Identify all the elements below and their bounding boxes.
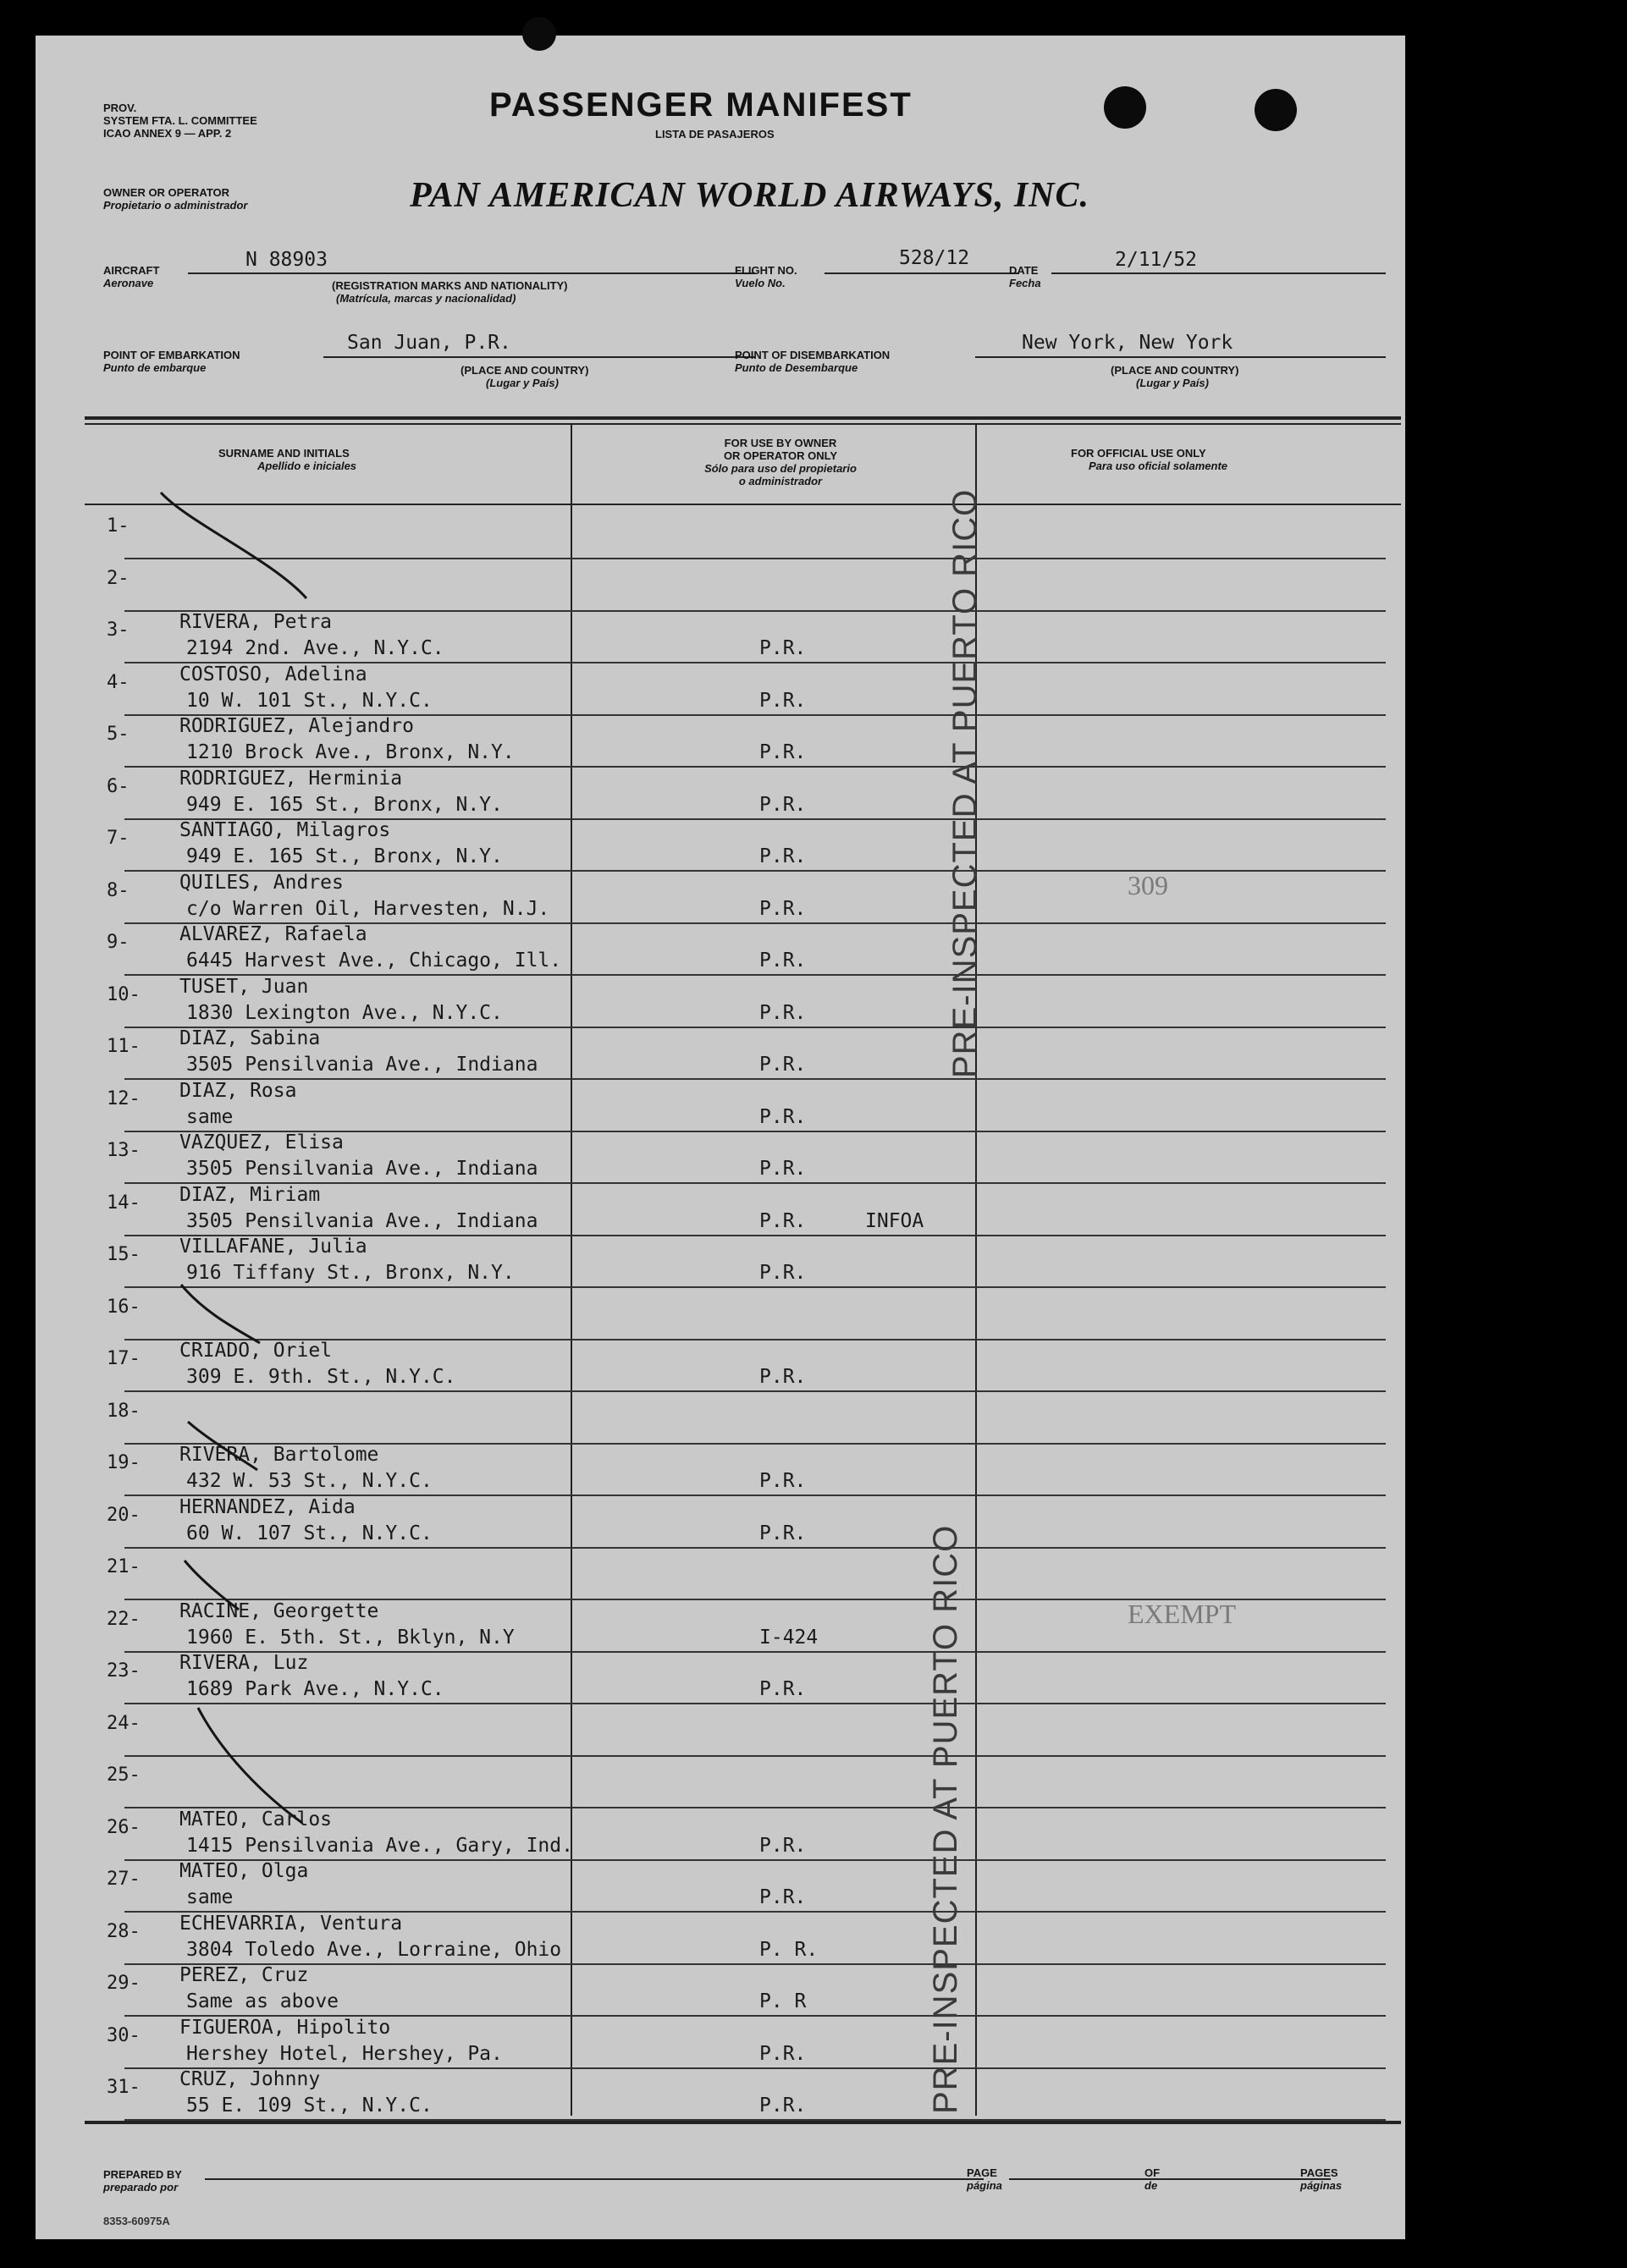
strike-row-21 <box>185 1561 239 1610</box>
passenger-address: 6445 Harvest Ave., Chicago, Ill. <box>186 950 562 972</box>
owner-use-code: P.R. <box>759 1522 807 1544</box>
passenger-address: same <box>186 1105 234 1128</box>
passenger-address: c/o Warren Oil, Harvesten, N.J. <box>186 897 550 920</box>
approval-line-3: ICAO ANNEX 9 — APP. 2 <box>103 127 232 140</box>
passenger-address: 3505 Pensilvania Ave., Indiana <box>186 1158 538 1180</box>
passenger-name: CRIADO, Oriel <box>179 1340 333 1362</box>
form-title: PASSENGER MANIFEST <box>489 86 913 124</box>
row-number: 19- <box>107 1452 141 1473</box>
passenger-name: ALVAREZ, Rafaela <box>179 923 367 945</box>
row-number: 2- <box>107 567 130 589</box>
owner-use-code: P. R. <box>759 1938 819 1961</box>
date-label-es: Fecha <box>1009 277 1041 289</box>
passenger-name: DIAZ, Sabina <box>179 1027 321 1049</box>
form-subtitle: LISTA DE PASAJEROS <box>655 128 775 140</box>
owner-use-code: P.R. <box>759 897 807 920</box>
passenger-name: RIVERA, Luz <box>179 1652 309 1674</box>
row-number: 3- <box>107 619 130 641</box>
row-number: 5- <box>107 724 130 745</box>
owner-use-code: P.R. <box>759 793 807 816</box>
owner-use-code: P.R. <box>759 1158 807 1180</box>
col-owner-line-1: FOR USE BY OWNER <box>724 437 837 449</box>
form-number: 8353-60975A <box>103 2215 170 2227</box>
embark-label-es: Punto de embarque <box>103 361 207 374</box>
prepared-by-label-es: preparado por <box>103 2181 179 2194</box>
flight-label-es: Vuelo No. <box>735 277 786 289</box>
passenger-address: 1210 Brock Ave., Bronx, N.Y. <box>186 741 515 763</box>
row-number: 15- <box>107 1244 141 1265</box>
row-number: 14- <box>107 1192 141 1214</box>
passenger-address: same <box>186 1886 234 1908</box>
passenger-address: 1689 Park Ave., N.Y.C. <box>186 1678 444 1700</box>
strike-rows-24-25 <box>198 1708 302 1823</box>
passenger-name: VAZQUEZ, Elisa <box>179 1131 344 1153</box>
row-number: 24- <box>107 1712 141 1734</box>
aircraft-hint-es: (Matrícula, marcas y nacionalidad) <box>336 292 516 305</box>
row-number: 20- <box>107 1504 141 1526</box>
disembark-label-es: Punto de Desembarque <box>735 361 858 374</box>
prepared-by-rule <box>205 2178 984 2180</box>
pre-inspected-stamp-2: PRE-INSPECTED AT PUERTO RICO <box>927 1524 964 2114</box>
embark-value: San Juan, P.R. <box>347 332 511 354</box>
row-number: 31- <box>107 2077 141 2098</box>
passenger-name: MATEO, Carlos <box>179 1808 333 1830</box>
owner-use-code: P.R. <box>759 1886 807 1908</box>
owner-use-code: P.R. <box>759 1262 807 1284</box>
flight-label: FLIGHT NO. <box>735 264 797 277</box>
embark-hint-es: (Lugar y País) <box>486 377 559 389</box>
disembark-value: New York, New York <box>1022 332 1233 354</box>
row-number: 30- <box>107 2024 141 2046</box>
row-number: 26- <box>107 1816 141 1838</box>
row-number: 17- <box>107 1348 141 1369</box>
passenger-address: 1830 Lexington Ave., N.Y.C. <box>186 1001 503 1024</box>
owner-use-code: P.R. <box>759 741 807 763</box>
passenger-name: MATEO, Olga <box>179 1860 309 1882</box>
disembark-hint-es: (Lugar y País) <box>1136 377 1209 389</box>
owner-use-code: P.R. <box>759 845 807 867</box>
row-number: 6- <box>107 775 130 797</box>
passenger-address: 949 E. 165 St., Bronx, N.Y. <box>186 793 503 816</box>
owner-use-code: P.R. <box>759 1105 807 1128</box>
passenger-address: 10 W. 101 St., N.Y.C. <box>186 689 433 712</box>
row-number: 28- <box>107 1920 141 1942</box>
passenger-address: 949 E. 165 St., Bronx, N.Y. <box>186 845 503 867</box>
row-number: 21- <box>107 1556 141 1577</box>
passenger-name: RIVERA, Petra <box>179 611 333 633</box>
passenger-name: RIVERA, Bartolome <box>179 1444 379 1466</box>
owner-use-code: P.R. <box>759 637 807 659</box>
disembark-label: POINT OF DISEMBARKATION <box>735 349 891 361</box>
passenger-name: RODRIGUEZ, Alejandro <box>179 715 414 737</box>
passenger-name: VILLAFANE, Julia <box>179 1236 367 1258</box>
owner-use-note: INFOA <box>865 1209 924 1232</box>
owner-use-code: P.R. <box>759 1834 807 1857</box>
passenger-address: Same as above <box>186 1990 339 2012</box>
passenger-name: COSTOSO, Adelina <box>179 663 367 685</box>
passenger-name: ECHEVARRIA, Ventura <box>179 1912 403 1935</box>
page-label: PAGE <box>967 2166 997 2179</box>
row-number: 1- <box>107 515 130 537</box>
passenger-address: 1415 Pensilvania Ave., Gary, Ind. <box>186 1834 573 1857</box>
col-official-header-es: Para uso oficial solamente <box>1089 460 1228 472</box>
col-official-header: FOR OFFICIAL USE ONLY <box>1071 447 1206 460</box>
passenger-name: SANTIAGO, Milagros <box>179 819 391 841</box>
row-number: 4- <box>107 671 130 693</box>
passenger-address: 55 E. 109 St., N.Y.C. <box>186 2095 433 2117</box>
passenger-name: RODRIGUEZ, Herminia <box>179 767 403 790</box>
aircraft-label-es: Aeronave <box>103 277 154 289</box>
row-number: 13- <box>107 1140 141 1161</box>
passenger-address: 3505 Pensilvania Ave., Indiana <box>186 1054 538 1076</box>
row-number: 16- <box>107 1296 141 1318</box>
pages-label-es: páginas <box>1300 2179 1343 2192</box>
embark-label: POINT OF EMBARKATION <box>103 349 240 361</box>
passenger-name: TUSET, Juan <box>179 975 309 998</box>
passenger-name: DIAZ, Rosa <box>179 1079 297 1102</box>
row-number: 25- <box>107 1764 141 1786</box>
col-surname-header: SURNAME AND INITIALS <box>218 447 350 460</box>
owner-use-code: P.R. <box>759 1366 807 1388</box>
disembark-hint: (PLACE AND COUNTRY) <box>1111 364 1239 377</box>
col-owner-line-2: OR OPERATOR ONLY <box>723 449 838 462</box>
passenger-name: QUILES, Andres <box>179 871 344 894</box>
owner-use-code: P.R. <box>759 2095 807 2117</box>
aircraft-label: AIRCRAFT <box>103 264 160 277</box>
passenger-name: HERNANDEZ, Aida <box>179 1495 356 1518</box>
row-number: 27- <box>107 1869 141 1890</box>
col-surname-header-es: Apellido e iniciales <box>257 460 357 472</box>
aircraft-value: N 88903 <box>245 249 328 271</box>
pages-label: PAGES <box>1300 2166 1338 2179</box>
passenger-address: 1960 E. 5th. St., Bklyn, N.Y <box>186 1626 515 1649</box>
strike-row-16 <box>181 1285 260 1343</box>
owner-use-code: P.R. <box>759 1054 807 1076</box>
page-label-es: página <box>967 2179 1002 2192</box>
official-use-note: EXEMPT <box>1128 1598 1236 1629</box>
row-number: 29- <box>107 1973 141 1994</box>
passenger-name: RACINE, Georgette <box>179 1599 379 1622</box>
of-label-es: de <box>1144 2179 1158 2192</box>
owner-use-code: P.R. <box>759 1001 807 1024</box>
row-number: 8- <box>107 879 130 901</box>
owner-label-es: Propietario o administrador <box>103 199 248 212</box>
date-label: DATE <box>1009 264 1039 277</box>
passenger-name: DIAZ, Miriam <box>179 1183 321 1206</box>
owner-use-code: I-424 <box>759 1626 819 1649</box>
owner-label: OWNER OR OPERATOR <box>103 186 230 199</box>
passenger-address: 60 W. 107 St., N.Y.C. <box>186 1522 433 1544</box>
passenger-address: 2194 2nd. Ave., N.Y.C. <box>186 637 444 659</box>
strike-row-18 <box>188 1422 257 1470</box>
prepared-by-label: PREPARED BY <box>103 2168 182 2181</box>
owner-value: PAN AMERICAN WORLD AIRWAYS, INC. <box>410 176 1090 215</box>
pre-inspected-stamp-1: PRE-INSPECTED AT PUERTO RICO <box>946 488 984 1078</box>
owner-use-code: P.R. <box>759 1470 807 1492</box>
passenger-name: CRUZ, Johnny <box>179 2068 321 2090</box>
owner-use-code: P.R. <box>759 2042 807 2065</box>
handwritten-strike-marks <box>36 36 1405 2239</box>
row-number: 7- <box>107 828 130 849</box>
owner-use-code: P.R. <box>759 1678 807 1700</box>
owner-use-code: P.R. <box>759 950 807 972</box>
aircraft-hint: (REGISTRATION MARKS AND NATIONALITY) <box>332 279 568 292</box>
passenger-address: 3804 Toledo Ave., Lorraine, Ohio <box>186 1938 562 1961</box>
passenger-address: 309 E. 9th. St., N.Y.C. <box>186 1366 456 1388</box>
passenger-address: 916 Tiffany St., Bronx, N.Y. <box>186 1262 515 1284</box>
strike-rows-1-2 <box>161 493 306 598</box>
approval-line-1: PROV. <box>103 102 137 114</box>
row-number: 23- <box>107 1660 141 1682</box>
row-number: 12- <box>107 1087 141 1109</box>
owner-use-code: P.R. <box>759 689 807 712</box>
flight-value: 528/12 <box>899 247 970 269</box>
row-number: 18- <box>107 1400 141 1422</box>
of-label: OF <box>1144 2166 1161 2179</box>
passenger-address: 432 W. 53 St., N.Y.C. <box>186 1470 433 1492</box>
col-owner-line-4: o administrador <box>738 475 823 487</box>
row-number: 10- <box>107 983 141 1005</box>
passenger-name: FIGUEROA, Hipolito <box>179 2016 391 2039</box>
embark-hint: (PLACE AND COUNTRY) <box>461 364 589 377</box>
official-use-note: 309 <box>1128 869 1168 900</box>
passenger-address: Hershey Hotel, Hershey, Pa. <box>186 2042 503 2065</box>
passenger-name: PEREZ, Cruz <box>179 1964 309 1986</box>
col-owner-line-3: Sólo para uso del propietario <box>704 462 857 475</box>
row-number: 11- <box>107 1036 141 1057</box>
row-number: 9- <box>107 932 130 953</box>
row-number: 22- <box>107 1608 141 1630</box>
owner-use-code: P. R <box>759 1990 807 2012</box>
manifest-sheet <box>36 36 1405 2239</box>
owner-use-code: P.R. <box>759 1209 807 1232</box>
date-value: 2/11/52 <box>1115 249 1197 271</box>
approval-line-2: SYSTEM FTA. L. COMMITTEE <box>103 114 257 127</box>
passenger-address: 3505 Pensilvania Ave., Indiana <box>186 1209 538 1232</box>
